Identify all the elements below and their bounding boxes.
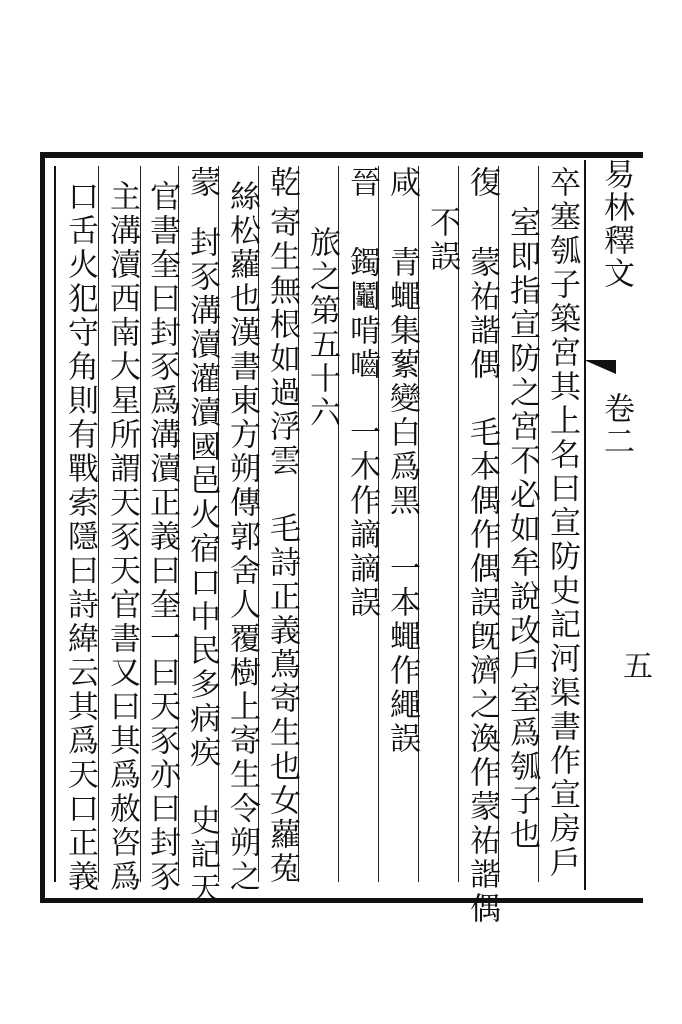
- text-column-12: 口舌火犯守角則有戰索隱曰詩緯云其爲天口正義: [62, 180, 98, 894]
- text-column-4: 不誤: [424, 206, 460, 274]
- hexagram-header-xian: 咸: [384, 166, 420, 197]
- text-column-1: 卒塞瓠子築宮其上名曰宣防史記河渠書作宣房戶: [544, 166, 580, 880]
- text-column-8: 絲松蘿也漢書東方朔傳郭舍人覆樹上寄生令朔之: [224, 180, 260, 894]
- text-column-3: 蒙祐諧偶 毛本偶作偶誤旣濟之渙作蒙祐諧偶: [464, 246, 500, 926]
- spine-volume: 卷二: [598, 392, 634, 458]
- text-column-9: 封豕溝瀆灌瀆國邑火宿口中民多病疾 史記天: [184, 226, 220, 906]
- text-column-6: 鐲鬮啃嚙 一木作謫謫誤: [344, 246, 380, 620]
- fishtail-mark: [584, 360, 616, 374]
- spine-title: 易林釋文: [598, 158, 634, 290]
- text-column-10: 官書奎曰封豕爲溝瀆正義曰奎一曰天豕亦曰封豕: [144, 180, 180, 894]
- hexagram-header-fu: 復: [464, 166, 500, 197]
- spine-rule: [584, 160, 586, 890]
- spine-page-number: 五: [617, 650, 652, 680]
- text-column-11: 主溝瀆西南大星所謂天豕天官書又曰其爲赦咨爲: [104, 180, 140, 894]
- text-column-5: 青蠅集蕠變白爲黑 一本蠅作繩誤: [384, 246, 420, 756]
- hexagram-header-meng: 蒙: [184, 166, 220, 197]
- chapter-title: 旅之第五十六: [304, 226, 340, 430]
- text-column-2: 室即指宣防之宮不必如牟說改戶室爲瓠子也: [504, 206, 540, 852]
- hexagram-header-jin: 晉: [344, 166, 380, 197]
- hexagram-header-qian: 乾: [264, 166, 300, 197]
- text-column-7: 寄生無根如過浮雲 毛詩正義蔦寄生也女蘿菟: [264, 206, 300, 886]
- frame-inner-rule: [54, 166, 56, 882]
